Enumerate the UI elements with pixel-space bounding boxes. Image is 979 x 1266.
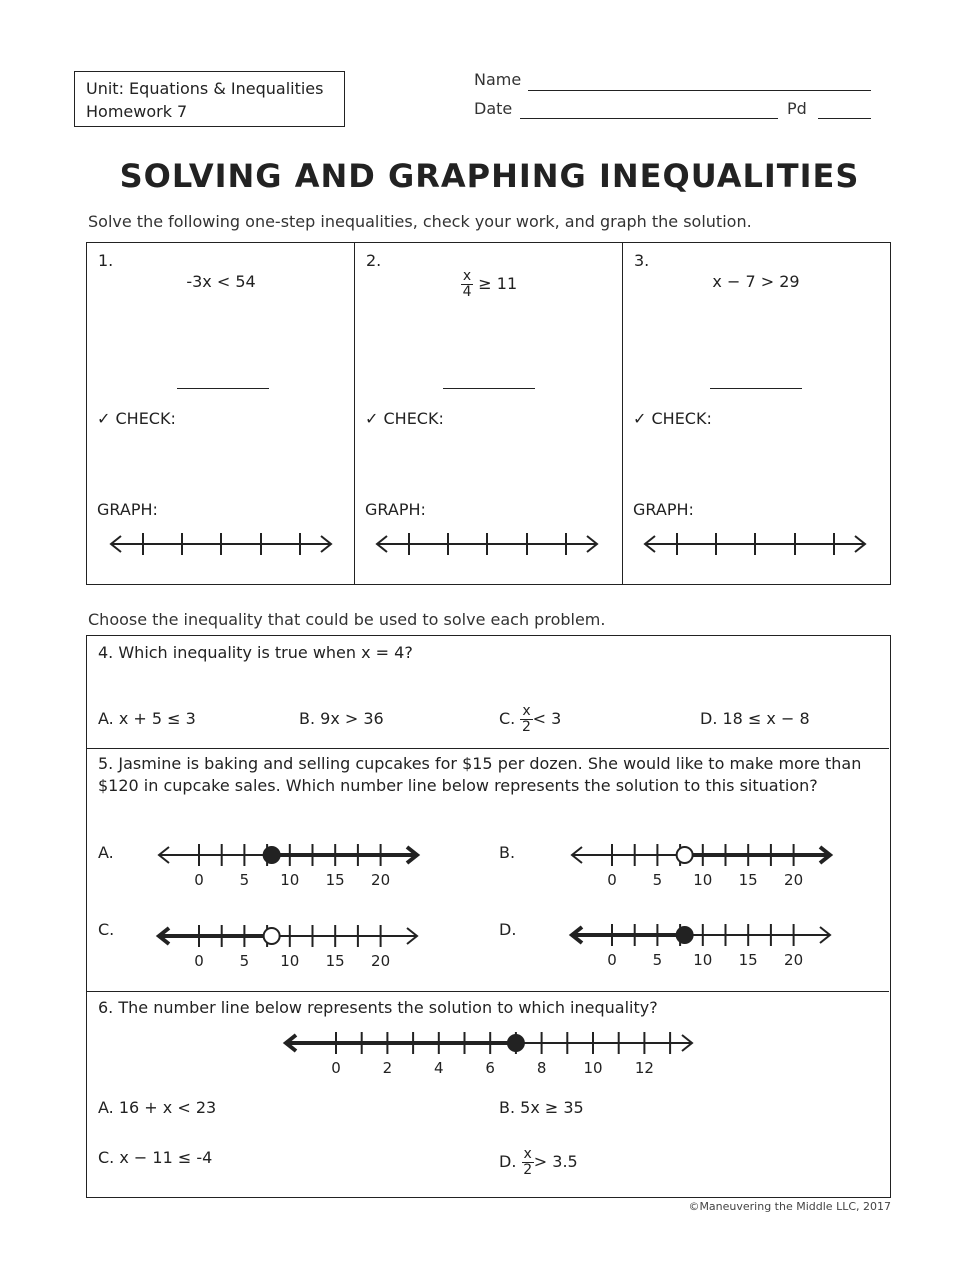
pd-field[interactable] bbox=[818, 117, 871, 119]
option-d-number-line[interactable] bbox=[568, 920, 838, 972]
option-c-number-line[interactable] bbox=[155, 921, 425, 973]
tick-label: 0 bbox=[331, 1059, 341, 1073]
option-b-number-line[interactable] bbox=[568, 840, 838, 892]
option-d[interactable]: D. $\frac{x}{2}$ > 3.5 bbox=[499, 1146, 578, 1178]
date-label: Date bbox=[474, 99, 513, 118]
tick-label: 12 bbox=[634, 1059, 654, 1073]
page-title: SOLVING AND GRAPHING INEQUALITIES bbox=[119, 157, 860, 195]
closed-point bbox=[264, 847, 280, 863]
problem-1-cell bbox=[87, 243, 355, 584]
tick-label: 5 bbox=[239, 952, 250, 970]
check-label: ✓ CHECK: bbox=[97, 409, 176, 428]
solution-number-line bbox=[282, 1027, 702, 1073]
option-a-label[interactable]: A. bbox=[98, 843, 114, 862]
tick-label: 20 bbox=[371, 871, 391, 889]
tick-label: 4 bbox=[434, 1059, 444, 1073]
option-a-number-line[interactable] bbox=[155, 840, 425, 892]
option-c-label[interactable]: C. bbox=[98, 920, 115, 939]
problem-2-cell bbox=[355, 243, 623, 584]
unit-box bbox=[74, 71, 345, 127]
fraction: $\frac{x}{2}$ bbox=[523, 1146, 533, 1178]
homework-label: Homework 7 bbox=[86, 102, 188, 121]
answer-line[interactable] bbox=[177, 387, 269, 389]
tick-label: 2 bbox=[382, 1059, 393, 1073]
problem-number: 2. bbox=[366, 251, 382, 270]
question-text: 6. The number line below represents the solution to which inequality? bbox=[98, 998, 658, 1017]
tick-label: 10 bbox=[693, 871, 713, 889]
open-point bbox=[264, 928, 280, 944]
problem-expression: x − 7 > 29 bbox=[712, 272, 800, 291]
option-c[interactable]: C. x − 11 ≤ -4 bbox=[98, 1148, 213, 1167]
unit-label: Unit: Equations & Inequalities bbox=[86, 79, 324, 98]
question-5 bbox=[87, 748, 889, 992]
tick-label: 15 bbox=[325, 952, 345, 970]
multiple-choice-box bbox=[86, 635, 891, 1198]
option-a[interactable]: A. x + 5 ≤ 3 bbox=[98, 709, 196, 728]
date-field[interactable] bbox=[520, 117, 778, 119]
tick-label: 0 bbox=[194, 871, 204, 889]
question-text: 4. Which inequality is true when x = 4? bbox=[98, 643, 413, 662]
option-b[interactable]: B. 5x ≥ 35 bbox=[499, 1098, 584, 1117]
graph-label: GRAPH: bbox=[365, 500, 426, 519]
tick-label: 20 bbox=[371, 952, 391, 970]
tick-label: 20 bbox=[784, 871, 804, 889]
copyright: ©Maneuvering the Middle LLC, 2017 bbox=[688, 1200, 891, 1213]
tick-label: 5 bbox=[239, 871, 250, 889]
problem-3-cell bbox=[623, 243, 889, 584]
closed-point bbox=[508, 1035, 524, 1051]
tick-label: 0 bbox=[607, 951, 617, 969]
tick-label: 10 bbox=[583, 1059, 603, 1073]
problems-grid bbox=[86, 242, 891, 585]
graph-label: GRAPH: bbox=[97, 500, 158, 519]
blank-number-line[interactable] bbox=[107, 529, 337, 559]
tick-label: 5 bbox=[652, 871, 663, 889]
answer-line[interactable] bbox=[443, 387, 535, 389]
option-d[interactable]: D. 18 ≤ x − 8 bbox=[700, 709, 810, 728]
closed-point bbox=[677, 927, 693, 943]
option-a[interactable]: A. 16 + x < 23 bbox=[98, 1098, 217, 1117]
check-label: ✓ CHECK: bbox=[633, 409, 712, 428]
tick-label: 0 bbox=[607, 871, 617, 889]
problem-expression: -3x < 54 bbox=[186, 272, 256, 291]
problem-number: 3. bbox=[634, 251, 650, 270]
option-c[interactable]: C. $\frac{x}{2}$ < 3 bbox=[499, 703, 562, 735]
blank-number-line[interactable] bbox=[373, 529, 603, 559]
blank-number-line[interactable] bbox=[641, 529, 871, 559]
tick-label: 0 bbox=[194, 952, 204, 970]
section1-instructions: Solve the following one-step inequalities, check your work, and graph the solution. bbox=[88, 212, 752, 231]
tick-label: 15 bbox=[325, 871, 345, 889]
option-b-label[interactable]: B. bbox=[499, 843, 516, 862]
question-4 bbox=[87, 636, 889, 749]
fraction: $\frac{x}{4}$ bbox=[462, 268, 472, 300]
open-point bbox=[677, 847, 693, 863]
tick-label: 5 bbox=[652, 951, 663, 969]
question-6 bbox=[87, 991, 889, 1196]
tick-label: 6 bbox=[485, 1059, 495, 1073]
tick-label: 10 bbox=[280, 952, 300, 970]
graph-label: GRAPH: bbox=[633, 500, 694, 519]
question-text: 5. Jasmine is baking and selling cupcakes for $15 per dozen. She would like to make more than $120 in cupcake sales. Which number line below represents the solution to this situation? bbox=[98, 754, 862, 795]
problem-expression: $\frac{x}{4}$ ≥ 11 bbox=[462, 268, 518, 300]
answer-line[interactable] bbox=[710, 387, 802, 389]
name-field[interactable] bbox=[528, 89, 871, 91]
option-b[interactable]: B. 9x > 36 bbox=[299, 709, 384, 728]
tick-label: 20 bbox=[784, 951, 804, 969]
option-d-label[interactable]: D. bbox=[499, 920, 517, 939]
tick-label: 10 bbox=[280, 871, 300, 889]
pd-label: Pd bbox=[787, 99, 807, 118]
section2-instructions: Choose the inequality that could be used to solve each problem. bbox=[88, 610, 606, 629]
fraction: $\frac{x}{2}$ bbox=[522, 703, 531, 735]
tick-label: 15 bbox=[738, 951, 758, 969]
tick-label: 15 bbox=[738, 871, 758, 889]
name-label: Name bbox=[474, 70, 522, 89]
tick-label: 8 bbox=[536, 1059, 547, 1073]
problem-number: 1. bbox=[98, 251, 114, 270]
check-label: ✓ CHECK: bbox=[365, 409, 444, 428]
tick-label: 10 bbox=[693, 951, 713, 969]
